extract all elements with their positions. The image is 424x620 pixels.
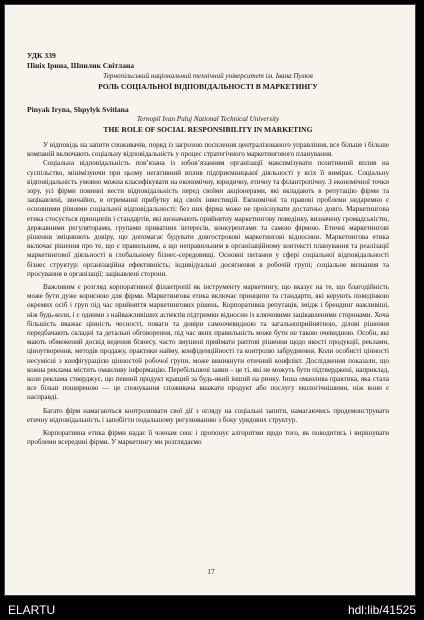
affiliation-ua: Тернопільський національний технічний університет ім. Івана Пулюя [103,72,313,80]
document-page [4,4,416,596]
body-text [27,141,389,448]
udk-code: УДК 339 [27,51,56,60]
paragraph-1: У відповідь на запити споживачів, поряд із загрозою посилення централізованого управління, все більше і більше компаній включають соціальну відповідальність у процес стратегічного маркетингового планування. [27,141,389,159]
paragraph-5: Корпоративна етика фірми надає її членам сенс і пропонує алгоритми щодо того, як поводитись і вирішувати проблеми всередині фірми. У маркетингу ми розглядаємо [27,429,389,447]
paragraph-2: Соціальна відповідальність пов’язана із зобов’язанням організації максимізувати позитивний вплив на суспільство, мінімізуючи при цьому негативний вплив підприємницької діяльності у всіх її вимірах. Соціальну відповідальність умовно можна класифікувати на економічну, юридичну, етичну та філантропічну. З економічної точки зору, усі фірми повинні вести відповідальність перед своїми акціонерами, які вкладають в репутацію фірми та зацікавлені, звичайно, в отриманні прибутку від своїх інвестицій. Економічні та правові проблеми недаремно є основними рівнями соціальної відповідальності: без них фірма може не проіснувати достатньо довго. Маркетингова етика стосується принципів і стандартів, які визначають прийнятну маркетингову поведінку, визначену громадськістю, державними регуляторами, групами приватних інтересів, конкурентами та самою фірмою. Етичні маркетингові рішення зміцнюють довіру, що допомагає будувати довгострокові маркетингові відносини. Маркетингова етика включає рішення про те, що є правильним, а що неправильним в організаційному контексті планування та реалізації маркетингової діяльності в глобальному бізнес-середовищі. Основні питання у сфері соціальної відповідальності бізнес структур: організаційна ефективність; індивідуальні досягнення в робочій групі; соціальне визнання та просування в організації; зацікавлені сторони. [27,159,389,278]
authors-en: Pinyak Iryna, Shpylyk Svitlana [27,105,129,114]
footer-bar [0,600,424,620]
affiliation-en: Ternopil Ivan Puluj National Technical University [136,115,280,123]
paragraph-4: Багато фірм намагаються контролювати свої дії з огляду на соціальні запити, намагаючись продемонструвати етичну відповідальність і запобігти подальшому регулюванню з боку урядових структур. [27,406,389,424]
handle-id: hdl:lib/41525 [347,603,416,617]
repository-label: ELARTU [8,603,56,617]
title-en: THE ROLE OF SOCIAL RESPONSIBILITY IN MARKETING [103,125,313,134]
page-number: 17 [207,567,215,576]
paragraph-3: Важливим є розгляд корпоративної філантропії як інструменту маркетингу, що вказує на те, що благодійність може бути дуже корисною для фірми. Маркетингова етика включає принципи та стандарти, які керують поведінкою окремих осіб і груп під час прийняття маркетингових рішень. Корпоративна репутація, імідж і брендинг важливіші, ніж будь-коли, і є одними з найважливіших аспектів підтримки відносин із ключовими зацікавленими сторонами. Хоча більшість вважає цінність чесності, поваги та довіри самоочевидною та загальноприйнятною, ділові рішення передбачають складні та детальні обговорення, під час яких правильність може бути не такою очевидною. Особи, які мають обмежений досвід ведення бізнесу, часто змушені приймати раптові рішення щодо якості продукції, реклами, ціноутворення, методів продажу, практики найму, конфіденційності та контролю забруднення. Коли особисті цінності несумісні з конфігурацією цінностей робочої групи, може виникнути етичний конфлікт. Дослідження показали, що кожна реклама містить оманливу інформацію. Перебільшені заяви – це ті, які не можуть бути підтверджені, наприклад, коли реклама стверджує, що певний продукт кращий за будь-який інший на ринку. Інша оманлива практика, яка стала все більш поширеною — це спонукання споживача вважати продукт або послугу екологічнішими, ніж вони є насправді. [27,283,389,402]
authors-ua: Пініх Ірина, Шпилик Світлана [27,61,135,70]
title-ua: РОЛЬ СОЦІАЛЬНОЇ ВІДПОВІДАЛЬНОСТІ В МАРКЕТИНГУ [98,82,318,91]
